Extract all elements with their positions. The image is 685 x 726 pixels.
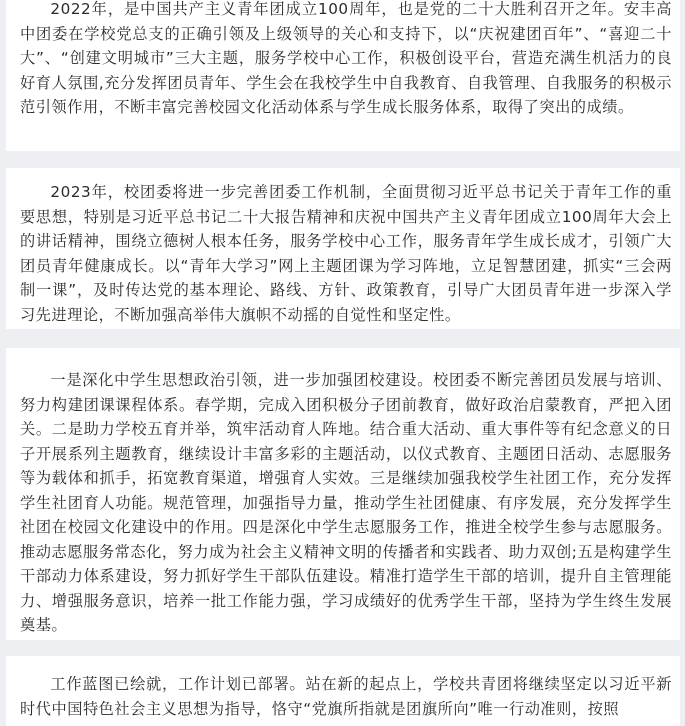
paragraph-2022-summary: 2022年，是中国共产主义青年团成立100周年，也是党的二十大胜利召开之年。安丰高中团委在学校党总支的正确引领及上级领导的关心和支持下，以“庆祝建团百年”、“喜迎二十大”、“创建文明城市”三大主题，服务学校中心工作，积极创设平台，营造充满生机活力的良好育人氛围,充分发挥团员青年、学生会在我校学生中自我教育、自我管理、自我服务的积极示范引领作用，不断丰富完善校园文化活动体系与学生成长服务体系，取得了突出的成绩。 xyxy=(20,0,672,116)
paragraph-outlook: 工作蓝图已绘就，工作计划已部署。站在新的起点上，学校共青团将继续坚定以习近平新时代中国特色社会主义思想为指导，恪守“党旗所指就是团旗所向”唯一行动准则，按照 xyxy=(20,675,672,718)
paragraph-2023-plan: 2023年，校团委将进一步完善团委工作机制，全面贯彻习近平总书记关于青年工作的重要思想，特别是习近平总书记二十大报告精神和庆祝中国共产主义青年团成立100周年大会上的讲话精神，围绕立德树人根本任务，服务学校中心工作，服务青年学生成长成才，引领广大团员青年健康成长。以“青年大学习”网上主题团课为学习阵地，立足智慧团建，抓实“三会两制一课”，及时传达党的基本理论、路线、方针、政策教育，引导广大团员青年进一步深入学习先进理论，不断加强高举伟大旗帜不动摇的自觉性和坚定性。 xyxy=(20,183,672,324)
paragraph-card-measures xyxy=(6,348,680,640)
paragraph-card-2023 xyxy=(6,168,680,329)
paragraph-work-measures: 一是深化中学生思想政治引领，进一步加强团校建设。校团委不断完善团员发展与培训、努力构建团课课程体系。春学期，完成入团积极分子团前教育，做好政治启蒙教育，严把入团关。二是助力学校五育并举，筑牢活动育人阵地。结合重大活动、重大事件等有纪念意义的日子开展系列主题教育，继续设计丰富多彩的主题活动，以仪式教育、主题团日活动、志愿服务等为载体和抓手，拓宽教育渠道，增强育人实效。三是继续加强我校学生社团工作，充分发挥学生社团育人功能。规范管理，加强指导力量，推动学生社团健康、有序发展，充分发挥学生社团在校园文化建设中的作用。四是深化中学生志愿服务工作，推进全校学生参与志愿服务。推动志愿服务常态化，努力成为社会主义精神文明的传播者和实践者、助力双创;五是构建学生干部动力体系建设，努力抓好学生干部队伍建设。精准打造学生干部的培训，提升自主管理能力、增强服务意识，培养一批工作能力强，学习成绩好的优秀学生干部，坚持为学生终生发展奠基。 xyxy=(20,371,672,634)
paragraph-card-2022 xyxy=(6,0,680,151)
